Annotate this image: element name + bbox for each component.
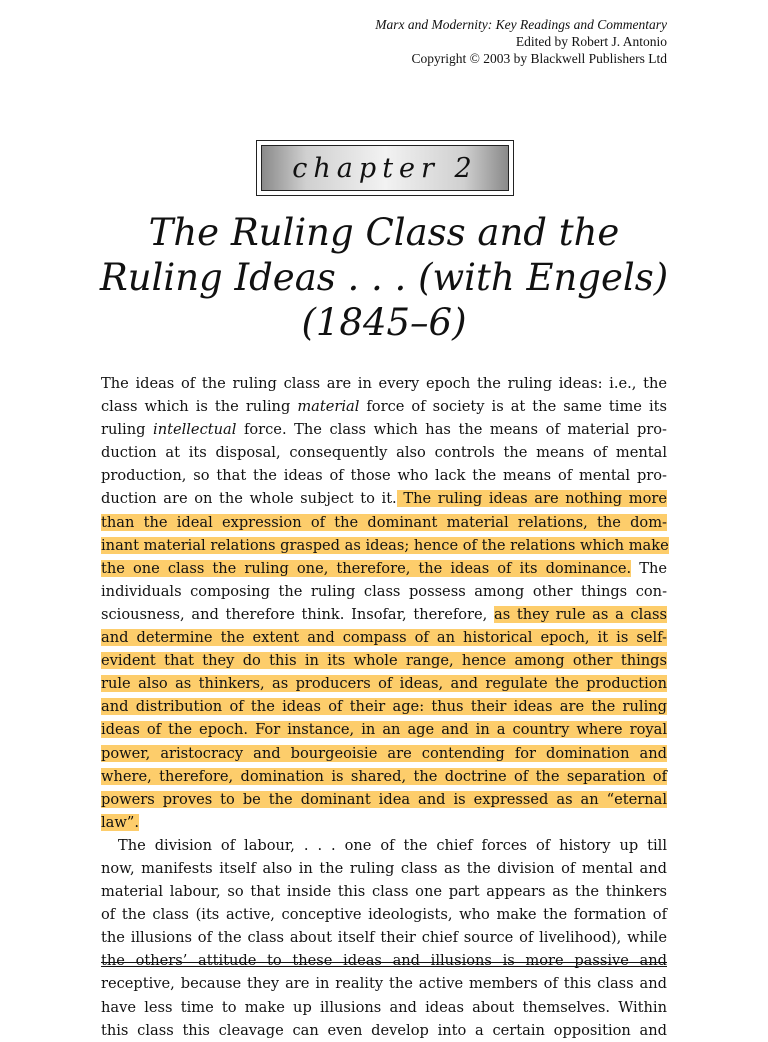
body-line	[101, 672, 667, 695]
body-line	[101, 649, 667, 672]
copyright-line: Copyright © 2003 by Blackwell Publishers Ltd	[411, 51, 667, 66]
body-line	[101, 788, 667, 811]
chapter-label-box	[256, 140, 514, 196]
body-line	[101, 742, 667, 765]
body-line: have less time to make up illusions and ideas about themselves. Within	[101, 998, 667, 1016]
highlighted-passage: as they rule as a class	[494, 605, 667, 623]
body-line: duction at its disposal, consequently also controls the means of mental	[101, 444, 667, 462]
body-line: sciousness, and therefore think. Insofar, therefore, as they rule as a class	[101, 605, 667, 623]
chapter-title	[60, 210, 708, 345]
highlighted-passage: rule also as thinkers, as producers of ideas, and regulate the production	[101, 675, 667, 693]
emphasis: material	[297, 398, 360, 416]
body-line	[101, 695, 667, 718]
highlighted-passage: than the ideal expression of the dominant material relations, the dom-	[101, 513, 667, 531]
body-line	[101, 765, 667, 788]
highlighted-passage: power, aristocracy and bourgeoisie are contending for domination and	[101, 744, 667, 762]
body-line: the one class the ruling one, therefore, the ideas of its dominance. The	[101, 559, 668, 577]
highlighted-passage: ideas of the epoch. For instance, in an age and in a country where royal	[101, 721, 667, 739]
title-line-1: The Ruling Class and the	[148, 211, 620, 254]
book-title: Marx and Modernity: Key Readings and Commentary	[375, 17, 667, 32]
body-line: class which is the ruling material force of society is at the same time its	[101, 398, 667, 416]
chapter-label-inner	[261, 145, 509, 191]
body-line: the illusions of the class about itself their chief source of livelihood), while	[101, 929, 667, 947]
title-line-3: (1845–6)	[301, 301, 467, 344]
highlighted-passage: inant material relations grasped as ideas; hence of the relations which make	[101, 536, 669, 554]
chapter-label: chapter 2	[292, 152, 478, 184]
body-line: receptive, because they are in reality the active members of this class and	[101, 975, 667, 993]
body-line: material labour, so that inside this class one part appears as the thinkers	[101, 883, 667, 901]
body-line	[101, 626, 667, 649]
body-line	[101, 811, 667, 834]
title-line-2: Ruling Ideas . . . (with Engels)	[99, 256, 669, 299]
highlighted-passage: where, therefore, domination is shared, the doctrine of the separation of	[101, 767, 667, 785]
body-line: this class this cleavage can even develop into a certain opposition and	[101, 1021, 667, 1039]
body-line: of the class (its active, conceptive ideologists, who make the formation of	[101, 906, 667, 924]
highlighted-passage: The ruling ideas are nothing more	[397, 490, 667, 507]
highlighted-passage: and determine the extent and compass of an historical epoch, it is self-	[101, 629, 667, 647]
emphasis: intellectual	[153, 421, 237, 439]
body-line: now, manifests itself also in the ruling class as the division of mental and	[101, 859, 667, 877]
bottom-rule	[101, 962, 667, 967]
body-line: the others’ attitude to these ideas and illusions is more passive and	[101, 952, 667, 970]
body-line: production, so that the ideas of those who lack the means of mental pro-	[101, 467, 667, 485]
body-text	[101, 372, 667, 1042]
highlighted-passage: evident that they do this in its whole range, hence among other things	[101, 652, 667, 670]
body-line: individuals composing the ruling class possess among other things con-	[101, 582, 667, 600]
body-line: The division of labour, . . . one of the chief forces of history up till	[118, 836, 667, 854]
body-line	[101, 534, 667, 557]
body-line: duction are on the whole subject to it. The ruling ideas are nothing more	[101, 490, 667, 508]
highlighted-passage: powers proves to be the dominant idea and is expressed as an “eternal	[101, 790, 667, 808]
highlighted-passage: and distribution of the ideas of their age: thus their ideas are the ruling	[101, 698, 667, 716]
body-line: The ideas of the ruling class are in every epoch the ruling ideas: i.e., the	[101, 375, 667, 392]
highlighted-passage: law”.	[101, 813, 139, 831]
copyright-notice	[375, 16, 667, 67]
body-line	[101, 511, 667, 534]
highlighted-passage: the one class the ruling one, therefore, the ideas of its dominance.	[101, 559, 632, 577]
body-line: ruling intellectual force. The class which has the means of material pro-	[101, 421, 667, 439]
editor-line: Edited by Robert J. Antonio	[515, 34, 667, 49]
body-line	[101, 718, 667, 741]
